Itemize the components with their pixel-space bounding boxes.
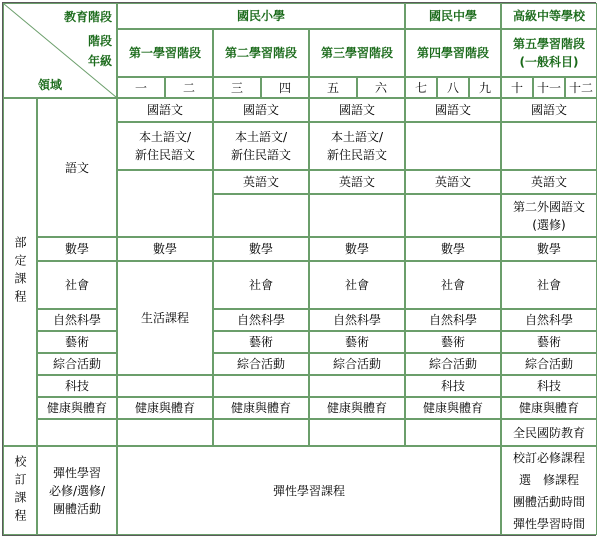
cell-math: 數學 xyxy=(501,237,597,261)
grade-cell: 七 xyxy=(405,77,437,98)
cell-english: 英語文 xyxy=(405,170,501,194)
cell-english: 英語文 xyxy=(501,170,597,194)
cell-integrative: 綜合活動 xyxy=(405,353,501,375)
grade-label: 年級 xyxy=(87,54,112,68)
curriculum-table xyxy=(2,2,596,536)
grade-cell: 二 xyxy=(165,77,213,98)
cell-society: 社會 xyxy=(501,261,597,309)
stage1-header: 第一學習階段 xyxy=(117,29,213,77)
grade-cell: 十一 xyxy=(533,77,565,98)
cell-empty xyxy=(213,375,309,397)
school-curriculum-text: 校訂課程 xyxy=(13,454,27,527)
cell-mandarin: 國語文 xyxy=(405,98,501,122)
grade-cell: 八 xyxy=(437,77,469,98)
domain-flexible: 彈性學習 必修/選修/ 團體活動 xyxy=(37,446,117,535)
cell-empty xyxy=(405,419,501,446)
cell-science: 自然科學 xyxy=(501,309,597,331)
domain-integrative: 綜合活動 xyxy=(37,353,117,375)
grade-cell: 十 xyxy=(501,77,533,98)
stage4-header: 第四學習階段 xyxy=(405,29,501,77)
domain-label: 領域 xyxy=(38,78,63,92)
cell-native-language: 本土語文/ 新住民語文 xyxy=(117,122,213,170)
edu-stage-label: 教育階段 xyxy=(63,10,112,24)
cell-math: 數學 xyxy=(117,237,213,261)
school-curriculum-label xyxy=(3,446,37,535)
cell-empty xyxy=(117,375,213,397)
stage3-header: 第三學習階段 xyxy=(309,29,405,77)
domain-arts: 藝術 xyxy=(37,331,117,353)
cell-science: 自然科學 xyxy=(405,309,501,331)
grade-cell: 一 xyxy=(117,77,165,98)
domain-society: 社會 xyxy=(37,261,117,309)
cell-arts: 藝術 xyxy=(501,331,597,353)
cell-integrative: 綜合活動 xyxy=(309,353,405,375)
senior-high-header: 高級中等學校 xyxy=(501,3,597,29)
required-curriculum-label xyxy=(3,98,37,446)
cell-math: 數學 xyxy=(405,237,501,261)
cell-empty xyxy=(213,419,309,446)
cell-arts: 藝術 xyxy=(309,331,405,353)
cell-health: 健康與體育 xyxy=(213,397,309,419)
cell-health: 健康與體育 xyxy=(501,397,597,419)
cell-life-curriculum: 生活課程 xyxy=(117,261,213,375)
cell-tech: 科技 xyxy=(501,375,597,397)
domain-math: 數學 xyxy=(37,237,117,261)
learn-stage-label: 階段 xyxy=(87,34,112,48)
cell-science: 自然科學 xyxy=(309,309,405,331)
cell-tech: 科技 xyxy=(405,375,501,397)
cell-society: 社會 xyxy=(309,261,405,309)
cell-empty xyxy=(309,419,405,446)
cell-integrative: 綜合活動 xyxy=(501,353,597,375)
cell-arts: 藝術 xyxy=(213,331,309,353)
cell-society: 社會 xyxy=(213,261,309,309)
cell-empty xyxy=(117,419,213,446)
required-curriculum-text: 部定課程 xyxy=(13,236,27,308)
grade-cell: 十二 xyxy=(565,77,597,98)
grade-cell: 六 xyxy=(357,77,405,98)
cell-empty xyxy=(309,194,405,237)
cell-second-foreign-language: 第二外國語文 (選修) xyxy=(501,194,597,237)
cell-empty xyxy=(405,122,501,170)
cell-native-language: 本土語文/ 新住民語文 xyxy=(309,122,405,170)
stage5-header: 第五學習階段 (一般科目) xyxy=(501,29,597,77)
cell-mandarin: 國語文 xyxy=(213,98,309,122)
cell-mandarin: 國語文 xyxy=(117,98,213,122)
cell-society: 社會 xyxy=(405,261,501,309)
cell-science: 自然科學 xyxy=(213,309,309,331)
grade-cell: 五 xyxy=(309,77,357,98)
stage2-header: 第二學習階段 xyxy=(213,29,309,77)
grade-cell: 四 xyxy=(261,77,309,98)
header-corner xyxy=(3,3,117,98)
cell-mandarin: 國語文 xyxy=(501,98,597,122)
elementary-header: 國民小學 xyxy=(117,3,405,29)
cell-math: 數學 xyxy=(309,237,405,261)
grade-cell: 三 xyxy=(213,77,261,98)
cell-arts: 藝術 xyxy=(405,331,501,353)
cell-flexible-course: 彈性學習課程 xyxy=(117,446,501,535)
junior-high-header: 國民中學 xyxy=(405,3,501,29)
cell-health: 健康與體育 xyxy=(309,397,405,419)
cell-mandarin: 國語文 xyxy=(309,98,405,122)
cell-empty xyxy=(309,375,405,397)
cell-health: 健康與體育 xyxy=(405,397,501,419)
domain-language: 語文 xyxy=(37,98,117,237)
cell-empty xyxy=(501,122,597,170)
domain-health: 健康與體育 xyxy=(37,397,117,419)
grade-cell: 九 xyxy=(469,77,501,98)
cell-native-language: 本土語文/ 新住民語文 xyxy=(213,122,309,170)
cell-english: 英語文 xyxy=(309,170,405,194)
domain-empty xyxy=(37,419,117,446)
cell-defense-education: 全民國防教育 xyxy=(501,419,597,446)
domain-science: 自然科學 xyxy=(37,309,117,331)
cell-empty xyxy=(117,170,213,237)
cell-math: 數學 xyxy=(213,237,309,261)
cell-empty xyxy=(213,194,309,237)
domain-tech: 科技 xyxy=(37,375,117,397)
cell-english: 英語文 xyxy=(213,170,309,194)
cell-empty xyxy=(405,194,501,237)
cell-health: 健康與體育 xyxy=(117,397,213,419)
cell-integrative: 綜合活動 xyxy=(213,353,309,375)
cell-senior-school-based: 校訂必修課程 選 修課程 團體活動時間 彈性學習時間 xyxy=(501,446,597,535)
